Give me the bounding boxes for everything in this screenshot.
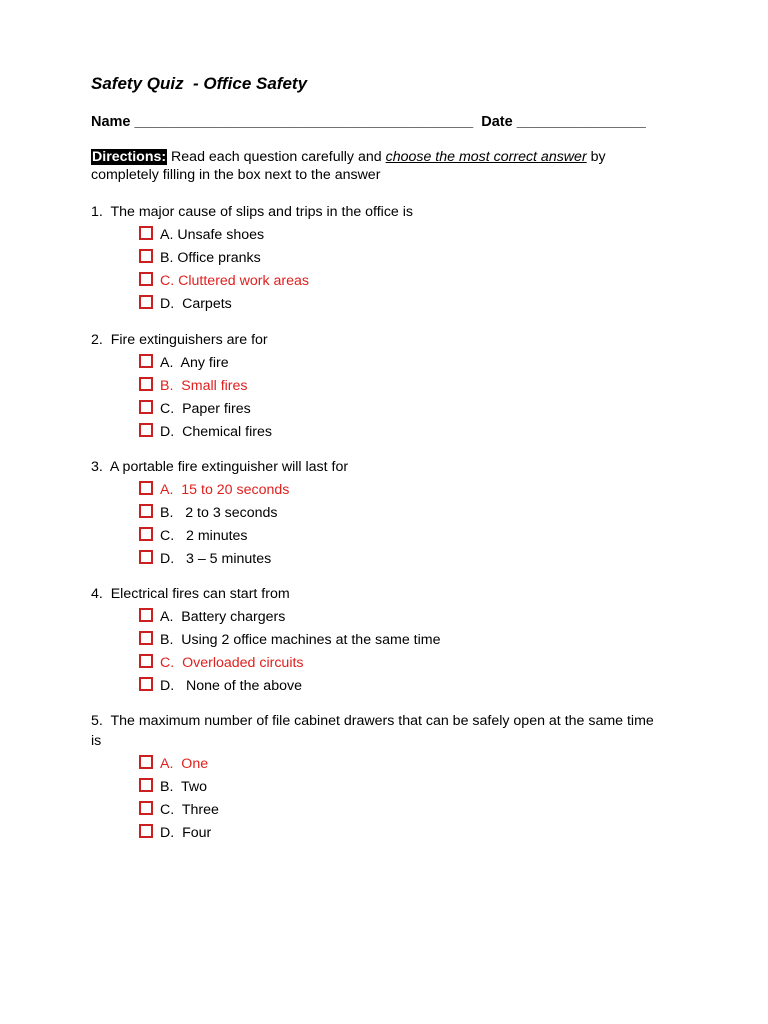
checkbox-icon[interactable] xyxy=(139,527,153,541)
answer-label: B. 2 to 3 seconds xyxy=(160,504,278,521)
answer-options xyxy=(91,351,661,443)
checkbox-icon[interactable] xyxy=(139,226,153,240)
answer-option[interactable] xyxy=(139,478,661,501)
checkbox-icon[interactable] xyxy=(139,249,153,263)
answer-label: C. Three xyxy=(160,801,219,818)
answer-option[interactable] xyxy=(139,524,661,547)
question-4 xyxy=(91,584,661,697)
checkbox-icon[interactable] xyxy=(139,608,153,622)
answer-option[interactable] xyxy=(139,420,661,443)
answer-option[interactable] xyxy=(139,752,661,775)
question-text: 4. Electrical fires can start from xyxy=(91,586,290,602)
question-3 xyxy=(91,457,661,570)
checkbox-icon[interactable] xyxy=(139,550,153,564)
checkbox-icon[interactable] xyxy=(139,631,153,645)
question-text: 3. A portable fire extinguisher will last for xyxy=(91,459,349,475)
answer-option[interactable] xyxy=(139,821,661,844)
directions-label: Directions: xyxy=(92,149,167,165)
answer-option[interactable] xyxy=(139,374,661,397)
answer-option[interactable] xyxy=(139,628,661,651)
name-date-line: Name __________________________________________ Date ________________ xyxy=(91,114,646,130)
checkbox-icon[interactable] xyxy=(139,504,153,518)
answer-option[interactable] xyxy=(139,674,661,697)
checkbox-icon[interactable] xyxy=(139,481,153,495)
question-text: 5. The maximum number of file cabinet drawers that can be safely open at the same time is xyxy=(91,713,658,749)
checkbox-icon[interactable] xyxy=(139,423,153,437)
checkbox-icon[interactable] xyxy=(139,295,153,309)
answer-option[interactable] xyxy=(139,501,661,524)
checkbox-icon[interactable] xyxy=(139,400,153,414)
answer-label: A. Battery chargers xyxy=(160,608,286,625)
directions-emphasis: choose the most correct answer xyxy=(385,149,587,165)
question-text: 2. Fire extinguishers are for xyxy=(91,332,268,348)
answer-label-correct: C. Overloaded circuits xyxy=(160,654,304,671)
question-text: 1. The major cause of slips and trips in the office is xyxy=(91,204,414,220)
answer-label: C. Paper fires xyxy=(160,400,251,417)
directions-text-after: by completely filling in the box next to the answer xyxy=(91,149,606,183)
answer-label: D. Carpets xyxy=(160,295,232,312)
question-1 xyxy=(91,202,661,315)
question-2 xyxy=(91,330,661,443)
checkbox-icon[interactable] xyxy=(139,654,153,668)
answer-option[interactable] xyxy=(139,651,661,674)
answer-options xyxy=(91,752,661,844)
question-5 xyxy=(91,711,661,844)
answer-label: D. Chemical fires xyxy=(160,423,272,440)
answer-label-correct: A. One xyxy=(160,755,209,772)
answer-option[interactable] xyxy=(139,246,661,269)
answer-label: D. 3 – 5 minutes xyxy=(160,550,272,567)
answer-label-correct: B. Small fires xyxy=(160,377,248,394)
answer-options xyxy=(91,605,661,697)
answer-option[interactable] xyxy=(139,397,661,420)
checkbox-icon[interactable] xyxy=(139,824,153,838)
answer-label-correct: C. Cluttered work areas xyxy=(160,272,310,289)
checkbox-icon[interactable] xyxy=(139,377,153,391)
answer-label: B. Office pranks xyxy=(160,249,261,266)
checkbox-icon[interactable] xyxy=(139,801,153,815)
checkbox-icon[interactable] xyxy=(139,778,153,792)
answer-label: D. Four xyxy=(160,824,212,841)
answer-option[interactable] xyxy=(139,798,661,821)
answer-option[interactable] xyxy=(139,547,661,570)
answer-option[interactable] xyxy=(139,292,661,315)
answer-option[interactable] xyxy=(139,775,661,798)
answer-label: A. Unsafe shoes xyxy=(160,226,265,243)
directions xyxy=(91,148,651,184)
answer-label: C. 2 minutes xyxy=(160,527,248,544)
answer-option[interactable] xyxy=(139,223,661,246)
checkbox-icon[interactable] xyxy=(139,677,153,691)
checkbox-icon[interactable] xyxy=(139,272,153,286)
page-title: Safety Quiz - Office Safety xyxy=(91,74,308,93)
answer-options xyxy=(91,478,661,570)
answer-label-correct: A. 15 to 20 seconds xyxy=(160,481,290,498)
answer-option[interactable] xyxy=(139,269,661,292)
checkbox-icon[interactable] xyxy=(139,354,153,368)
answer-options xyxy=(91,223,661,315)
answer-label: B. Two xyxy=(160,778,208,795)
directions-text-before: Read each question carefully and xyxy=(167,149,386,165)
answer-label: A. Any fire xyxy=(160,354,229,371)
answer-label: D. None of the above xyxy=(160,677,302,694)
checkbox-icon[interactable] xyxy=(139,755,153,769)
answer-label: B. Using 2 office machines at the same time xyxy=(160,631,441,648)
answer-option[interactable] xyxy=(139,351,661,374)
answer-option[interactable] xyxy=(139,605,661,628)
